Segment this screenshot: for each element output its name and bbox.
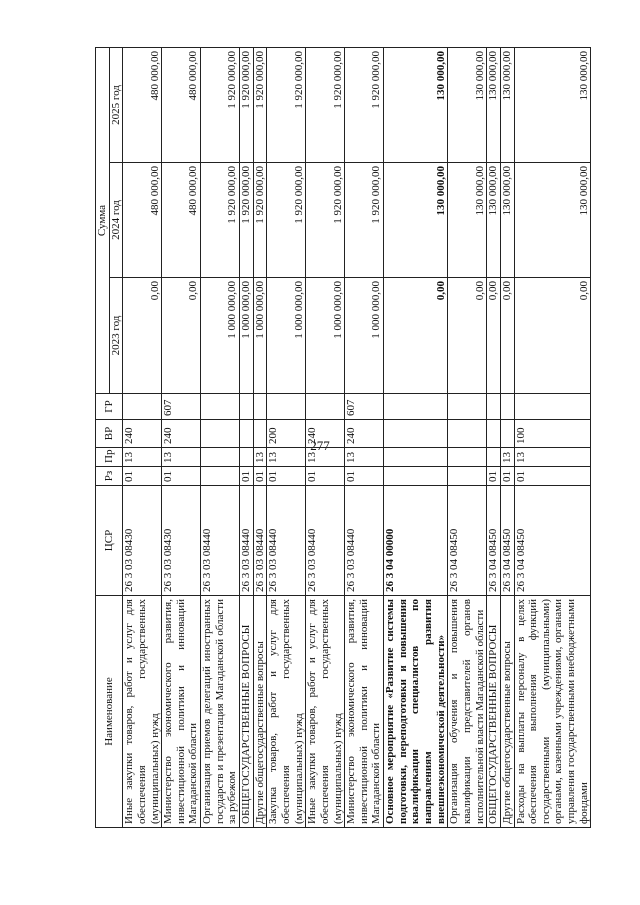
cell-pr: 13 xyxy=(253,448,267,467)
header-vr: ВР xyxy=(96,420,123,448)
cell-y2025: 130 000,00 xyxy=(500,48,514,163)
table-row xyxy=(345,48,384,828)
cell-y2025: 480 000,00 xyxy=(162,48,201,163)
cell-vr xyxy=(500,420,514,448)
cell-gr xyxy=(267,394,306,420)
header-sum: Сумма xyxy=(96,48,110,394)
table-row xyxy=(384,48,448,828)
cell-csr: 26 3 03 08440 xyxy=(345,486,384,596)
page-number: 277 xyxy=(310,438,330,453)
header-row xyxy=(96,48,110,828)
cell-gr xyxy=(448,394,487,420)
cell-y2025: 1 920 000,00 xyxy=(201,48,240,163)
cell-y2024: 130 000,00 xyxy=(500,163,514,278)
header-csr: ЦСР xyxy=(96,486,123,596)
cell-y2025: 1 920 000,00 xyxy=(240,48,254,163)
cell-csr: 26 3 03 08440 xyxy=(306,486,345,596)
cell-rz xyxy=(384,467,448,486)
cell-vr xyxy=(384,420,448,448)
cell-pr: 13 xyxy=(162,448,201,467)
budget-table-container xyxy=(95,48,605,828)
cell-y2025: 480 000,00 xyxy=(123,48,162,163)
cell-y2023: 1 000 000,00 xyxy=(253,278,267,394)
table-row xyxy=(267,48,306,828)
cell-rz: 01 xyxy=(345,467,384,486)
cell-rz: 01 xyxy=(500,467,514,486)
cell-y2025: 130 000,00 xyxy=(448,48,487,163)
cell-y2023: 0,00 xyxy=(384,278,448,394)
cell-y2025: 1 920 000,00 xyxy=(306,48,345,163)
cell-name: Организация приемов делегаций иностранных государств и презентация Магаданской области за рубежом xyxy=(201,596,240,828)
cell-vr: 240 xyxy=(306,420,345,448)
cell-gr xyxy=(253,394,267,420)
cell-csr: 26 3 04 08450 xyxy=(514,486,591,596)
cell-pr xyxy=(448,448,487,467)
cell-y2024: 1 920 000,00 xyxy=(253,163,267,278)
cell-y2023: 0,00 xyxy=(162,278,201,394)
header-gr: ГР xyxy=(96,394,123,420)
cell-y2024: 1 920 000,00 xyxy=(201,163,240,278)
table-row xyxy=(123,48,162,828)
cell-csr: 26 3 03 08440 xyxy=(201,486,240,596)
header-2025: 2025 год xyxy=(109,48,123,163)
cell-y2024: 130 000,00 xyxy=(487,163,501,278)
cell-y2024: 1 920 000,00 xyxy=(240,163,254,278)
cell-y2023: 0,00 xyxy=(500,278,514,394)
table-row xyxy=(448,48,487,828)
cell-y2024: 130 000,00 xyxy=(448,163,487,278)
header-2024: 2024 год xyxy=(109,163,123,278)
cell-rz: 01 xyxy=(306,467,345,486)
cell-y2023: 0,00 xyxy=(514,278,591,394)
cell-rz: 01 xyxy=(123,467,162,486)
cell-y2023: 1 000 000,00 xyxy=(267,278,306,394)
cell-y2025: 1 920 000,00 xyxy=(345,48,384,163)
cell-rz: 01 xyxy=(514,467,591,486)
budget-table xyxy=(95,47,591,828)
cell-y2024: 1 920 000,00 xyxy=(267,163,306,278)
cell-gr xyxy=(306,394,345,420)
cell-csr: 26 3 04 08450 xyxy=(500,486,514,596)
cell-name: Расходы на выплаты персоналу в целях обеспечения выполнения функций государственными (муниципальными) органами, казенными учреждениями, органами управления государственными внебюджетными фондами xyxy=(514,596,591,828)
cell-pr: 13 xyxy=(500,448,514,467)
cell-y2024: 480 000,00 xyxy=(123,163,162,278)
cell-gr: 607 xyxy=(345,394,384,420)
header-rz: Рз xyxy=(96,467,123,486)
cell-y2024: 130 000,00 xyxy=(384,163,448,278)
cell-pr: 13 xyxy=(345,448,384,467)
cell-rz: 01 xyxy=(267,467,306,486)
cell-gr xyxy=(201,394,240,420)
cell-y2023: 1 000 000,00 xyxy=(201,278,240,394)
cell-name: Другие общегосударственные вопросы xyxy=(253,596,267,828)
cell-csr: 26 3 03 08440 xyxy=(267,486,306,596)
header-name: Наименование xyxy=(96,596,123,828)
cell-vr: 200 xyxy=(267,420,306,448)
cell-vr xyxy=(487,420,501,448)
table-row xyxy=(514,48,591,828)
cell-name: Министерство экономического развития, инвестиционной политики и инноваций Магаданской области xyxy=(345,596,384,828)
cell-csr: 26 3 04 08450 xyxy=(448,486,487,596)
cell-y2023: 1 000 000,00 xyxy=(306,278,345,394)
cell-vr: 240 xyxy=(123,420,162,448)
table-row xyxy=(500,48,514,828)
cell-pr xyxy=(240,448,254,467)
cell-gr: 607 xyxy=(162,394,201,420)
cell-name: Министерство экономического развития, инвестиционной политики и инноваций Магаданской области xyxy=(162,596,201,828)
cell-csr: 26 3 04 00000 xyxy=(384,486,448,596)
cell-pr xyxy=(384,448,448,467)
table-row xyxy=(487,48,501,828)
cell-y2023: 0,00 xyxy=(448,278,487,394)
cell-gr xyxy=(487,394,501,420)
cell-rz xyxy=(448,467,487,486)
cell-y2025: 1 920 000,00 xyxy=(267,48,306,163)
cell-rz: 01 xyxy=(162,467,201,486)
cell-y2025: 1 920 000,00 xyxy=(253,48,267,163)
cell-y2023: 1 000 000,00 xyxy=(345,278,384,394)
cell-y2024: 1 920 000,00 xyxy=(345,163,384,278)
cell-pr: 13 xyxy=(306,448,345,467)
cell-name: Закупка товаров, работ и услуг для обеспечения государственных (муниципальных) нужд xyxy=(267,596,306,828)
cell-name: Иные закупки товаров, работ и услуг для обеспечения государственных (муниципальных) нужд xyxy=(123,596,162,828)
cell-rz: 01 xyxy=(240,467,254,486)
cell-y2025: 130 000,00 xyxy=(384,48,448,163)
cell-csr: 26 3 03 08430 xyxy=(162,486,201,596)
cell-y2024: 130 000,00 xyxy=(514,163,591,278)
cell-y2025: 130 000,00 xyxy=(514,48,591,163)
cell-vr xyxy=(240,420,254,448)
cell-y2023: 0,00 xyxy=(123,278,162,394)
cell-gr xyxy=(384,394,448,420)
table-row xyxy=(253,48,267,828)
cell-pr: 13 xyxy=(514,448,591,467)
cell-y2023: 0,00 xyxy=(487,278,501,394)
cell-pr xyxy=(487,448,501,467)
header-pr: Пр xyxy=(96,448,123,467)
cell-name: Организация обучения и повышения квалификации представителей органов исполнительной власти Магаданской области xyxy=(448,596,487,828)
cell-csr: 26 3 03 08440 xyxy=(240,486,254,596)
cell-name: Иные закупки товаров, работ и услуг для обеспечения государственных (муниципальных) нужд xyxy=(306,596,345,828)
cell-vr xyxy=(448,420,487,448)
table-row xyxy=(306,48,345,828)
cell-csr: 26 3 03 08440 xyxy=(253,486,267,596)
cell-vr xyxy=(253,420,267,448)
cell-rz: 01 xyxy=(487,467,501,486)
cell-pr: 13 xyxy=(123,448,162,467)
table-row xyxy=(201,48,240,828)
cell-y2024: 1 920 000,00 xyxy=(306,163,345,278)
cell-vr: 240 xyxy=(162,420,201,448)
cell-gr xyxy=(240,394,254,420)
cell-rz xyxy=(201,467,240,486)
cell-pr: 13 xyxy=(267,448,306,467)
cell-y2025: 130 000,00 xyxy=(487,48,501,163)
table-row xyxy=(240,48,254,828)
cell-csr: 26 3 04 08450 xyxy=(487,486,501,596)
table-row xyxy=(162,48,201,828)
cell-rz: 01 xyxy=(253,467,267,486)
cell-name: Основное мероприятие «Развитие системы подготовки, переподготовки и повышения квалификации специалистов по направлениям развития внешнеэкономической деятельности» xyxy=(384,596,448,828)
cell-gr xyxy=(123,394,162,420)
cell-gr xyxy=(500,394,514,420)
cell-y2024: 480 000,00 xyxy=(162,163,201,278)
cell-vr: 240 xyxy=(345,420,384,448)
cell-name: ОБЩЕГОСУДАРСТВЕННЫЕ ВОПРОСЫ xyxy=(487,596,501,828)
cell-pr xyxy=(201,448,240,467)
cell-vr xyxy=(201,420,240,448)
cell-vr: 100 xyxy=(514,420,591,448)
cell-gr xyxy=(514,394,591,420)
cell-y2023: 1 000 000,00 xyxy=(240,278,254,394)
cell-csr: 26 3 03 08430 xyxy=(123,486,162,596)
header-2023: 2023 год xyxy=(109,278,123,394)
cell-name: Другие общегосударственные вопросы xyxy=(500,596,514,828)
cell-name: ОБЩЕГОСУДАРСТВЕННЫЕ ВОПРОСЫ xyxy=(240,596,254,828)
